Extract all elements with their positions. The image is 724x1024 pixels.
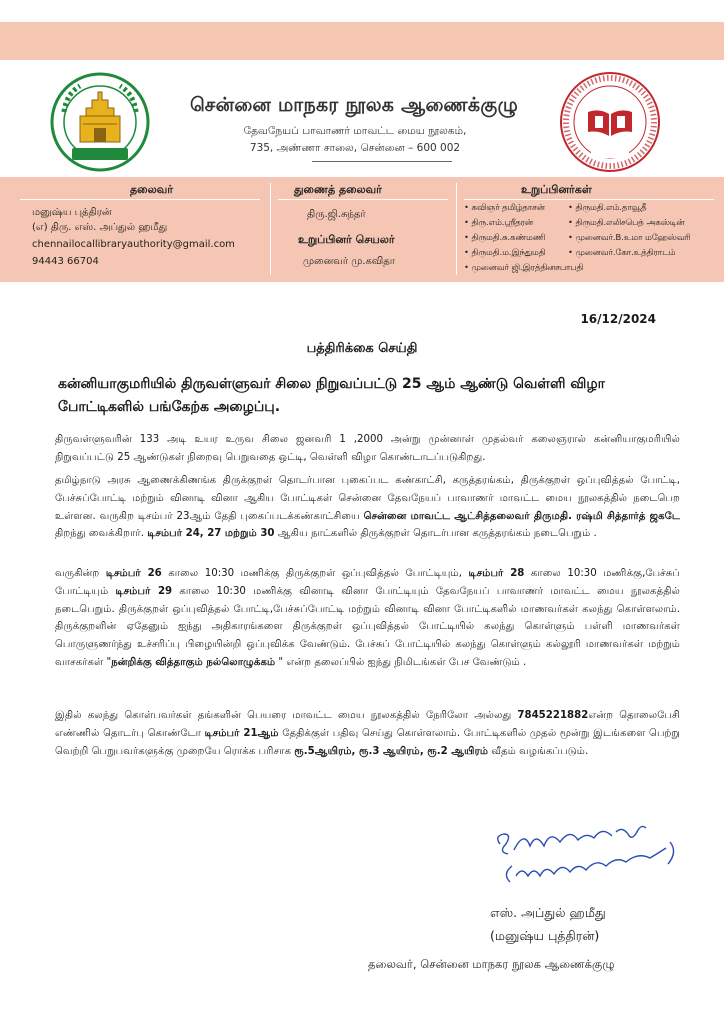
member-item: • திருமதி.எலிசபெத் அகஸ்டின் [568,217,685,227]
address-divider [312,161,452,162]
chairman-name: மனுஷ்ய புத்திரன் [32,207,112,218]
heading-rule [464,199,714,200]
chairman-alias: (எ) திரு. எஸ். அப்துல் ஹமீது [32,222,168,233]
public-library-department-logo-icon [555,70,665,174]
chairman-heading: தலைவர் [130,183,173,196]
address-line-1: தேவநேயப் பாவாணர் மாவட்ட மைய நூலகம், [243,125,467,137]
member-item: • முனைவர்.B.உமா மஹேஸ்வரி [568,232,691,242]
handwritten-signature [490,822,680,892]
paragraph-4: இதில் கலந்து கொள்பவர்கள் தங்களின் பெயரை மாவட்ட மைய நூலகத்தில் நேரிலோ அல்லது 7845221882என்ற தொலைபேசி எண்ணில் தொடர்பு கொண்டோ டிசம்பர் 21ஆம் தேதிக்குள் பதிவு செய்து கொள்ளலாம். போட்டிகளில் முதல் மூன்று இடங்களை பெற்று வெற்றி பெறுபவர்களுக்கு முறையே ரொக்க பரிசாக ரூ.5ஆயிரம், ரூ.3 ஆயிரம், ரூ.2 ஆயிரம் வீதம் வழங்கப்படும். [55,710,680,757]
paragraph-3: வருகின்ற டிசம்பர் 26 காலை 10:30 மணிக்கு திருக்குறள் ஒப்புவித்தல் போட்டியும், டிசம்பர் 28 காலை 10:30 மணிக்கு,பேச்சுப் போட்டியும் டிசம்பர் 29 காலை 10:30 மணிக்கு வினாடி வினா போட்டியும் தேவநேயப் பாவாணர் மாவட்ட மைய நூலகத்தில் நடைபெறும். திருக்குறள் ஒப்புவித்தல் போட்டி,பேச்சுப்போட்டி மற்றும் வினாடி வினா போட்டிகளில் மாணவர்கள் கலந்து கொள்ளலாம். திருக்குறளின் ஏதேனும் ஐந்து அதிகாரங்களை திருக்குறள் ஒப்புவித்தல் போட்டியில் கலந்து கொள்ளும் பள்ளி மாணவர்கள் பொருளுணர்ந்து உச்சரிப்பு பிழையின்றி ஒப்புவிக்க வேண்டும். பேச்சுப் போட்டியில் கலந்து கொள்ளும் கல்லூரி மாணவர்கள் மற்றும் வாசகர்கள் "நன்றிக்கு வித்தாகும் நல்லொழுக்கம் " என்ற தலைப்பில் ஐந்து நிமிடங்கள் பேச வேண்டும் . [55,568,681,668]
address-line-2: 735, அண்ணா சாலை, சென்னை – 600 002 [249,142,461,154]
vice-chairman-name: திரு.ஜி.சுந்தர் [307,209,366,220]
column-divider [270,183,271,275]
signatory-role: தலைவர், சென்னை மாநகர நூலக ஆணைக்குழு [368,957,615,971]
press-release-date: 16/12/2024 [580,312,656,326]
paragraph-1: திருவள்ளுவரின் 133 அடி உயர உருவ சிலை ஜனவரி 1 ,2000 அன்று முன்னாள் முதல்வர் கலைஞரால் கன்னியாகுமரியில் நிறுவப்பட்டு 25 ஆண்டுகள் நிறைவு பெறுவதை ஒட்டி, வெள்ளி விழா கொண்டாடப்படுகிறது. [55,434,680,463]
tamil-nadu-emblem-icon [50,72,150,172]
member-item: • முனைவர்.கோ.உத்திராடம் [568,247,676,257]
member-item: • திருமதி.சு.கண்மணி [464,232,546,242]
signatory-name: எஸ். அப்துல் ஹமீது [490,905,606,920]
member-item: • திரு.எம்.ஸ்ரீதரன் [464,217,533,227]
heading-rule [278,199,448,200]
member-secretary-name: முனைவர் மு.கவிதா [303,256,396,267]
member-item: • திருமதி.எம்.தாவூதீ [568,202,647,212]
top-color-band [0,22,724,60]
member-item: • கவிஞர் தமிழ்தாசன் [464,202,545,212]
vice-chairman-heading: துணைத் தலைவர் [294,183,382,196]
member-item: • முனைவர் ஜி.இரத்தினசபாபதி [464,262,584,272]
chairman-email: chennailocallibraryauthority@gmail.com [32,239,235,250]
chairman-phone: 94443 66704 [32,256,99,267]
members-panel [0,177,724,282]
member-item: • திருமதி.ம.இந்துமதி [464,247,546,257]
column-divider [456,183,457,275]
organization-title: சென்னை மாநகர நூலக ஆணைக்குழு [190,94,519,116]
paragraph-2: தமிழ்நாடு அரசு ஆணைக்கிணங்க திருக்குறள் தொடர்பான புகைப்பட கண்காட்சி, கருத்தரங்கம், திருக்குறள் ஒப்புவித்தல் போட்டி, பேச்சுப்போட்டி மற்றும் வினாடி வினா ஆகிய போட்டிகள் சென்னை தேவநேயப் பாவாணர் மாவட்ட மைய நூலகத்தில் நடைபெற உள்ளன. வருகிற டிசம்பர் 23ஆம் தேதி புகைப்படக்கண்காட்சியை சென்னை மாவட்ட ஆட்சித்தலைவர் திருமதி. ரஷ்மி சித்தார்த் ஜகடே திறந்து வைக்கிறார். டிசம்பர் 24, 27 மற்றும் 30 ஆகிய நாட்களில் திருக்குறள் தொடர்பான கருத்தரங்கம் நடைபெறும் . [55,475,680,540]
members-heading: உறுப்பினர்கள் [521,183,592,196]
press-release-title: பத்திரிக்கை செய்தி [306,341,418,356]
headline: கன்னியாகுமரியில் திருவள்ளுவர் சிலை நிறுவப்பட்டு 25 ஆம் ஆண்டு வெள்ளி விழா போட்டிகளில் பங்கேற்க அழைப்பு. [58,376,605,415]
signatory-alias: (மனுஷ்ய புத்திரன்) [490,928,600,943]
heading-rule [20,199,260,200]
member-secretary-heading: உறுப்பினர் செயலர் [298,233,395,246]
